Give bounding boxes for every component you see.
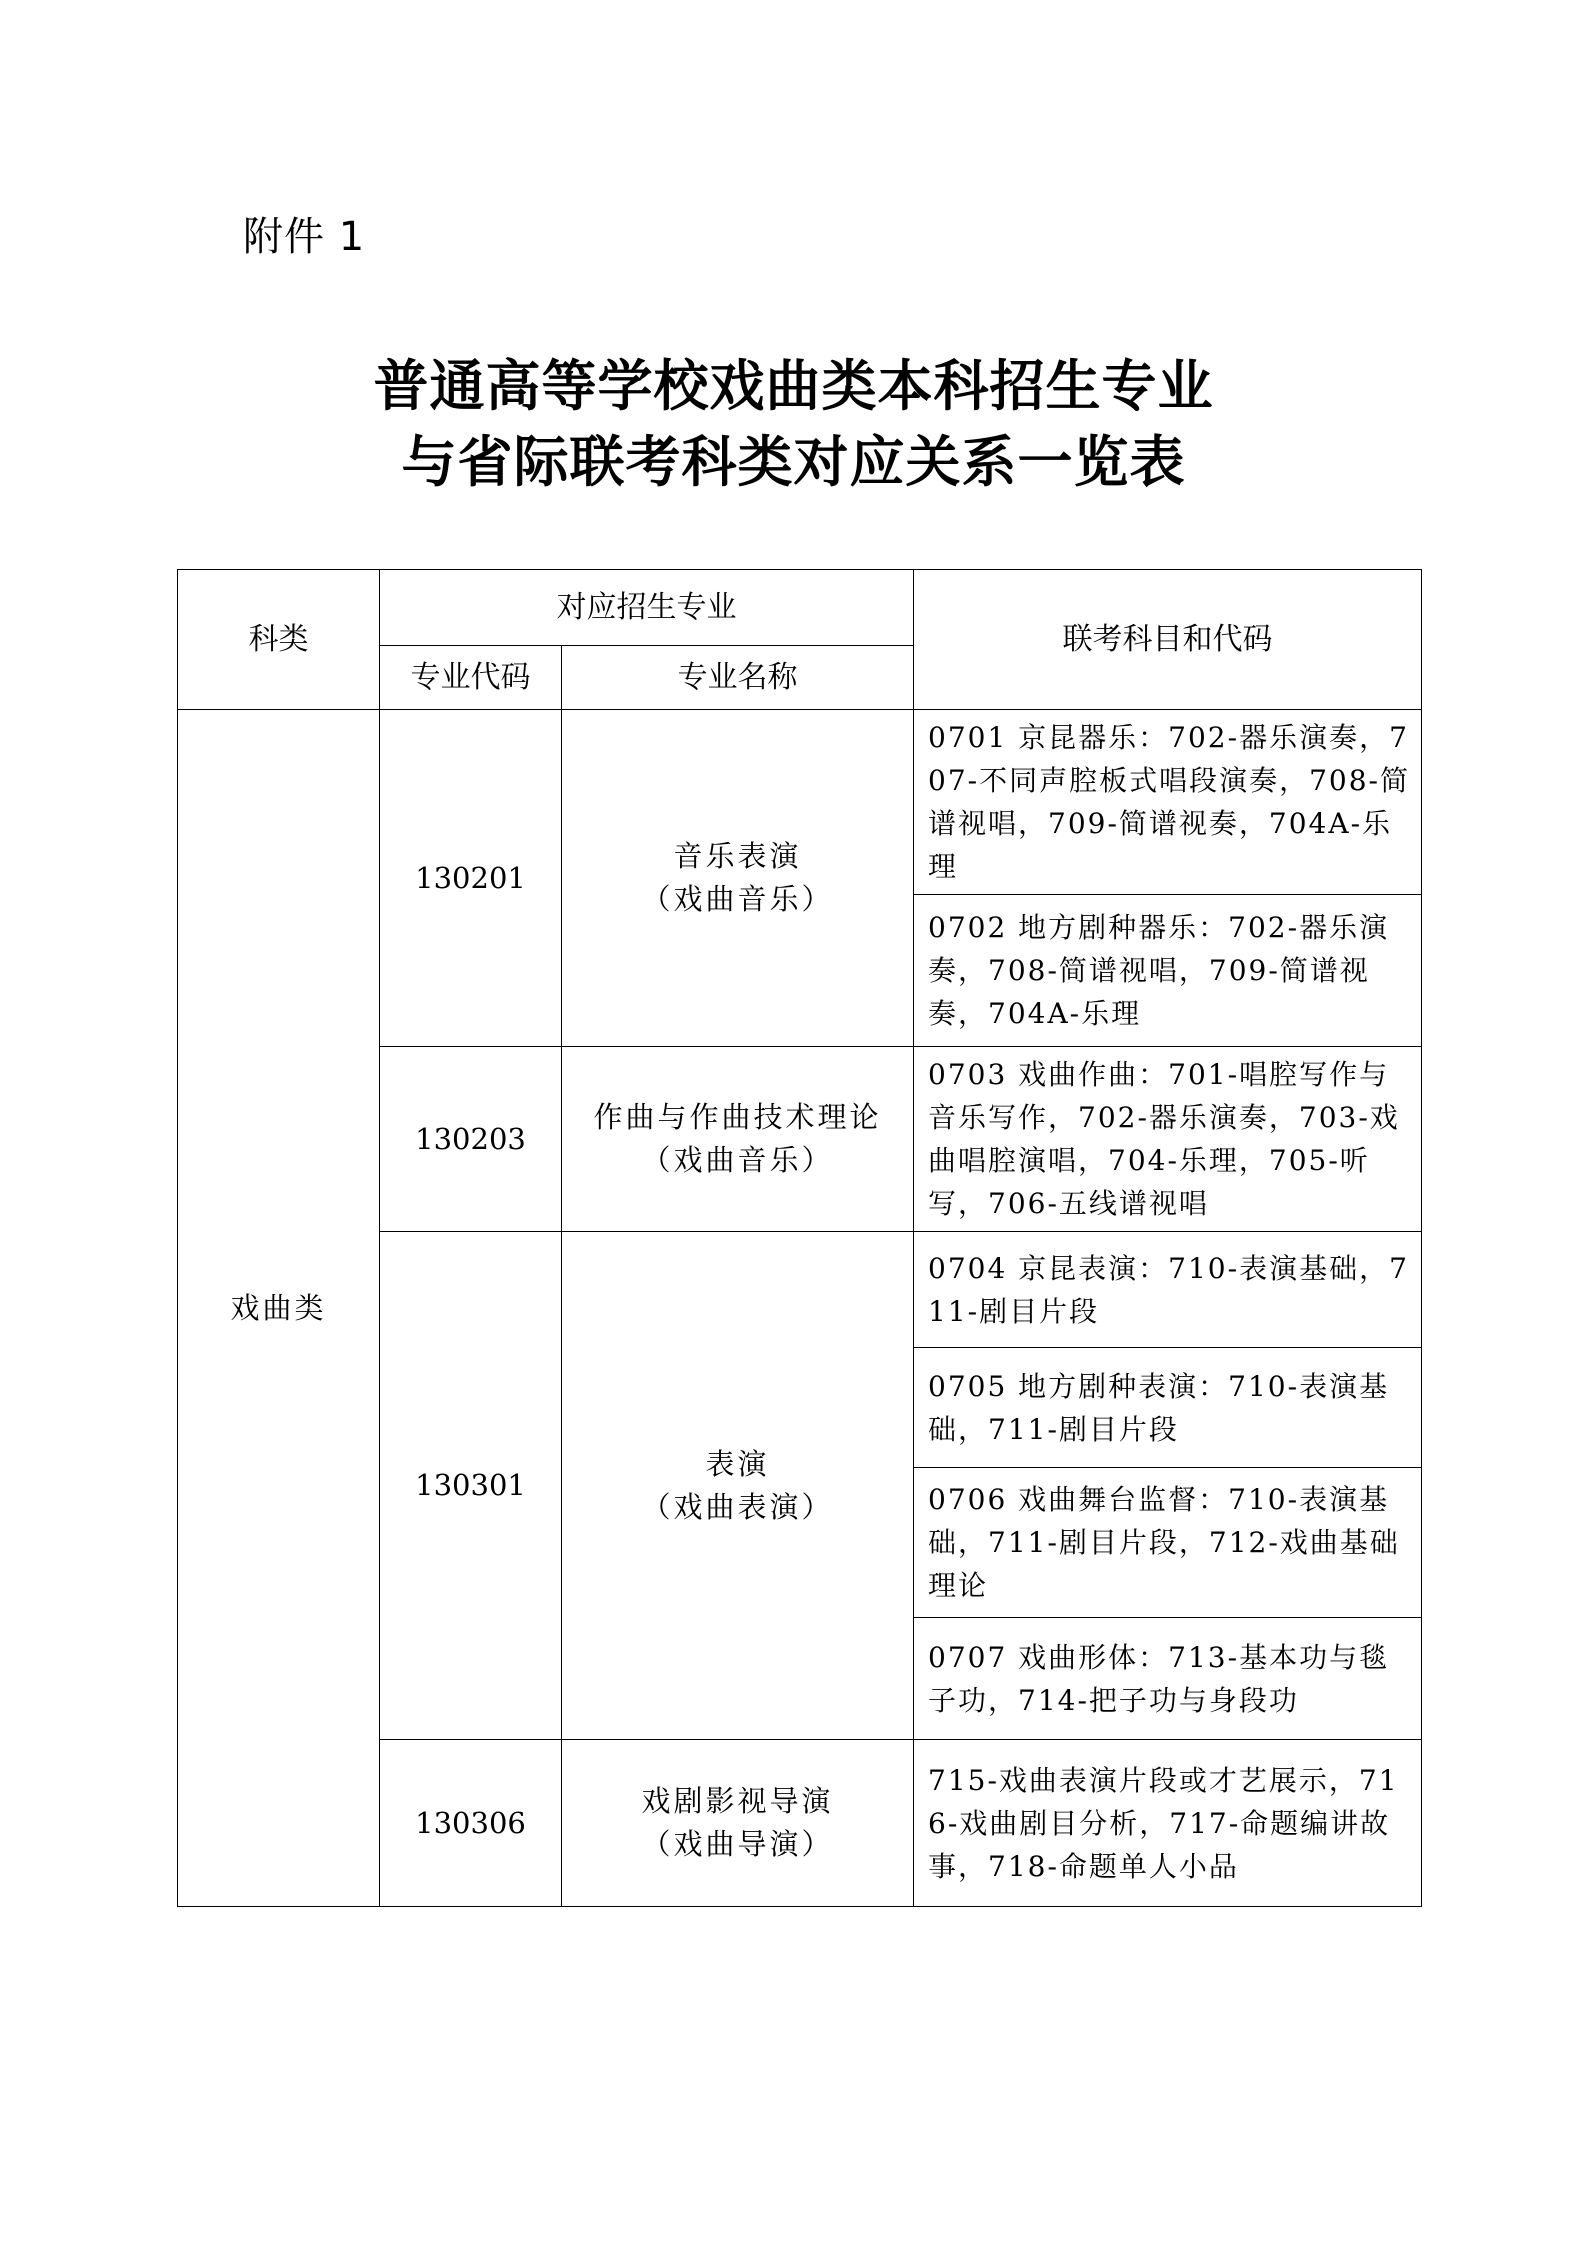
major-exam-mapping-table	[177, 569, 1422, 1907]
category-cell: 戏曲类	[178, 710, 380, 1907]
major-name-cell	[562, 710, 914, 1047]
major-name-secondary: （戏曲表演）	[641, 1489, 834, 1524]
major-code-cell: 130201	[380, 710, 562, 1047]
major-code-cell: 130301	[380, 1232, 562, 1740]
exam-subjects-cell: 0704 京昆表演：710-表演基础，711-剧目片段	[914, 1232, 1422, 1348]
major-name-primary: 音乐表演	[673, 839, 802, 873]
document-title-line-2: 与省际联考科类对应关系一览表	[401, 429, 1186, 494]
major-name-secondary: （戏曲导演）	[641, 1827, 834, 1861]
major-name-primary: 戏剧影视导演	[641, 1784, 834, 1818]
header-corresponding-major: 对应招生专业	[380, 570, 914, 646]
exam-subjects-cell: 0707 戏曲形体：713-基本功与毯子功，714-把子功与身段功	[914, 1618, 1422, 1740]
header-exam-subjects: 联考科目和代码	[914, 570, 1422, 710]
major-code-cell: 130203	[380, 1047, 562, 1232]
document-title-line-1: 普通高等学校戏曲类本科招生专业	[373, 353, 1214, 418]
major-name-cell	[562, 1740, 914, 1907]
exam-subjects-cell: 0702 地方剧种器乐：702-器乐演奏，708-简谱视唱，709-简谱视奏，704A-乐理	[914, 895, 1422, 1047]
major-name-cell	[562, 1047, 914, 1232]
exam-subjects-cell: 0706 戏曲舞台监督：710-表演基础，711-剧目片段，712-戏曲基础理论	[914, 1468, 1422, 1618]
exam-subjects-cell: 0705 地方剧种表演：710-表演基础，711-剧目片段	[914, 1348, 1422, 1468]
attachment-label: 附件 1	[243, 214, 366, 260]
exam-subjects-cell: 0701 京昆器乐：702-器乐演奏，707-不同声腔板式唱段演奏，708-简谱视唱，709-简谱视奏，704A-乐理	[914, 710, 1422, 895]
major-name-primary: 作曲与作曲技术理论	[593, 1100, 882, 1134]
exam-subjects-cell: 715-戏曲表演片段或才艺展示，716-戏曲剧目分析，717-命题编讲故事，718-命题单人小品	[914, 1740, 1422, 1907]
major-code-cell: 130306	[380, 1740, 562, 1907]
document-title	[0, 348, 1587, 500]
major-name-secondary: （戏曲音乐）	[641, 1143, 834, 1177]
header-major-name: 专业名称	[562, 646, 914, 710]
major-name-secondary: （戏曲音乐）	[641, 882, 834, 916]
table-row	[178, 710, 1422, 895]
exam-subjects-cell: 0703 戏曲作曲：701-唱腔写作与音乐写作，702-器乐演奏，703-戏曲唱腔演唱，704-乐理，705-听写，706-五线谱视唱	[914, 1047, 1422, 1232]
header-category: 科类	[178, 570, 380, 710]
major-name-cell	[562, 1232, 914, 1740]
major-name-primary: 表演	[705, 1446, 770, 1481]
header-major-code: 专业代码	[380, 646, 562, 710]
